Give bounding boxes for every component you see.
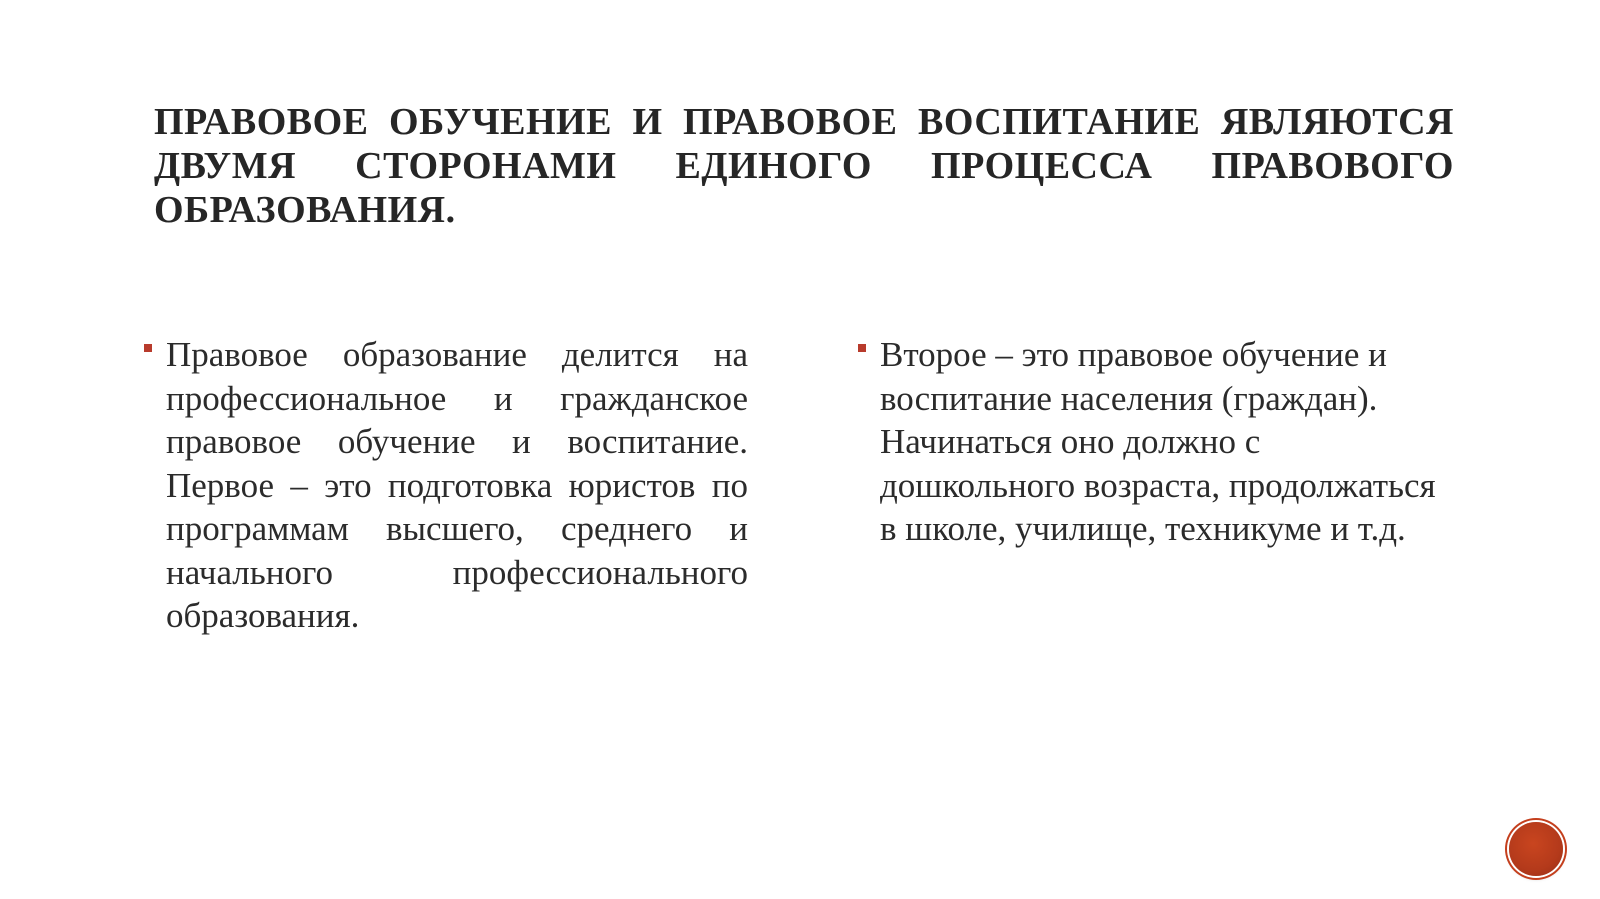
square-bullet-icon <box>858 344 866 352</box>
left-column <box>143 333 748 638</box>
bullet-item-right <box>857 333 1457 551</box>
bullet-item-left <box>143 333 748 638</box>
right-column <box>857 333 1457 551</box>
bullet-text-left: Правовое образование делится на профессиональное и гражданское правовое обучение и воспитание. Первое – это подготовка юристов по программам высшего, среднего и начального профессионального образования. <box>166 335 748 635</box>
square-bullet-icon <box>144 344 152 352</box>
slide-title: ПРАВОВОЕ ОБУЧЕНИЕ И ПРАВОВОЕ ВОСПИТАНИЕ ЯВЛЯЮТСЯ ДВУМЯ СТОРОНАМИ ЕДИНОГО ПРОЦЕССА ПРАВОВОГО ОБРАЗОВАНИЯ. <box>154 101 1454 231</box>
bullet-text-right: Второе – это правовое обучение и воспитание населения (граждан). Начинаться оно должно с дошкольного возраста, продолжаться в школе, училище, техникуме и т.д. <box>880 335 1436 548</box>
slide-nav-button[interactable] <box>1509 822 1563 876</box>
